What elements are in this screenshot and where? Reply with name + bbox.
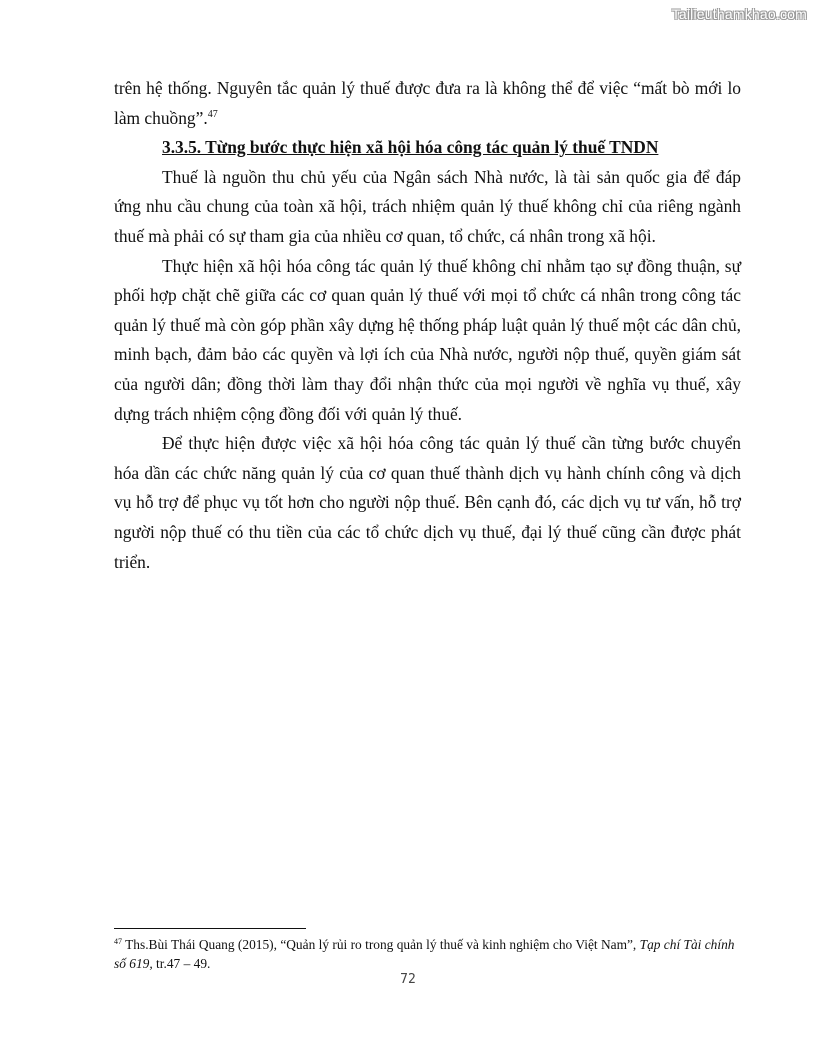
paragraph-3: Để thực hiện được việc xã hội hóa công tác quản lý thuế cần từng bước chuyển hóa dần các chức năng quản lý của cơ quan thuế thành dịch vụ hành chính công và dịch vụ hỗ trợ để phục vụ tốt hơn cho người nộp thuế. Bên cạnh đó, các dịch vụ tư vấn, hỗ trợ người nộp thuế có thu tiền của các tổ chức dịch vụ thuế, đại lý thuế cũng cần được phát triển. bbox=[114, 433, 741, 572]
footnote-text: Ths.Bùi Thái Quang (2015), “Quản lý rủi ro trong quản lý thuế và kinh nghiệm cho Việt Nam”, bbox=[122, 937, 640, 952]
page-number: 72 bbox=[400, 972, 416, 987]
footnote-number: 47 bbox=[114, 937, 122, 946]
footnote-divider bbox=[114, 928, 306, 929]
body-text bbox=[114, 74, 741, 577]
watermark: Tailieuthamkhao.com bbox=[671, 6, 807, 22]
paragraph-continuation bbox=[114, 74, 741, 133]
section-heading: 3.3.5. Từng bước thực hiện xã hội hóa công tác quản lý thuế TNDN bbox=[162, 137, 659, 158]
paragraph-2: Thực hiện xã hội hóa công tác quản lý thuế không chỉ nhằm tạo sự đồng thuận, sự phối hợp chặt chẽ giữa các cơ quan quản lý thuế với mọi tổ chức cá nhân trong công tác quản lý thuế mà còn góp phần xây dựng hệ thống pháp luật quản lý thuế một các dân chủ, minh bạch, đảm bảo các quyền và lợi ích của Nhà nước, người nộp thuế, quyền giám sát của người dân; đồng thời làm thay đổi nhận thức của mọi người về nghĩa vụ thuế, xây dựng trách nhiệm cộng đồng đối với quản lý thuế. bbox=[114, 255, 741, 424]
footnote-journal: Tạp chí Tài chính số 619, bbox=[114, 937, 735, 971]
paragraph-continuation-text: trên hệ thống. Nguyên tắc quản lý thuế được đưa ra là không thể để việc “mất bò mới lo làm chuồng”. bbox=[114, 78, 741, 128]
paragraph-1: Thuế là nguồn thu chủ yếu của Ngân sách Nhà nước, là tài sản quốc gia để đáp ứng nhu cầu chung của toàn xã hội, trách nhiệm quản lý thuế không chỉ của riêng ngành thuế mà phải có sự tham gia của nhiều cơ quan, tổ chức, cá nhân trong xã hội. bbox=[114, 166, 741, 246]
footnote-pages: tr.47 – 49. bbox=[152, 955, 211, 971]
footnote-reference: 47 bbox=[207, 108, 218, 120]
footnote bbox=[114, 936, 741, 973]
